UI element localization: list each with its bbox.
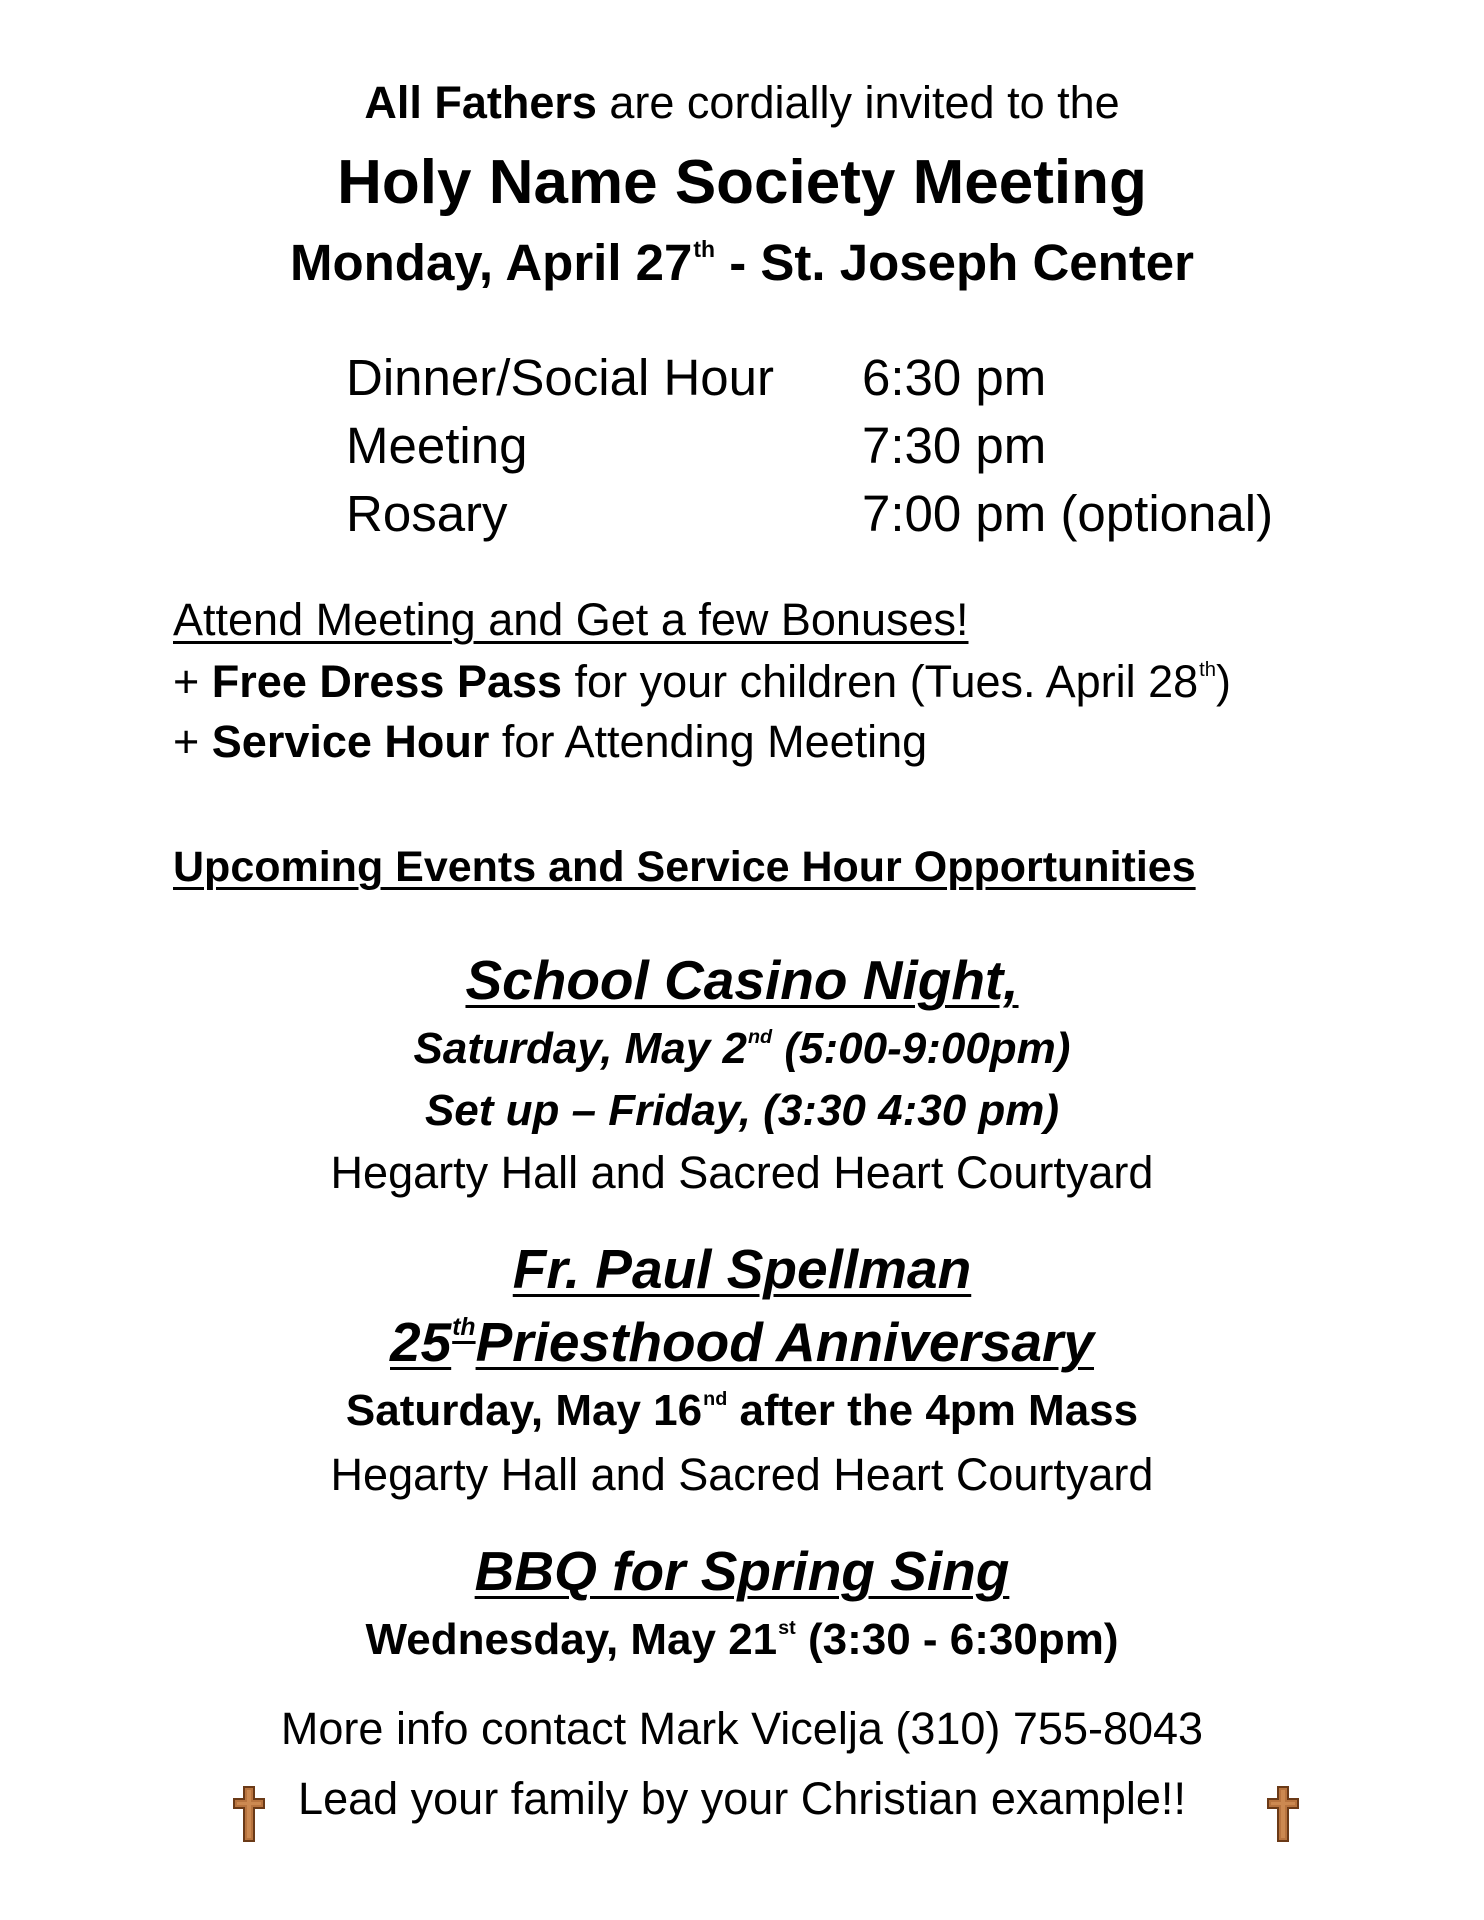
page-title: Holy Name Society Meeting [337,148,1147,217]
date-suffix: th [1199,659,1217,681]
invitation-line [0,77,1484,128]
bonuses-heading: Attend Meeting and Get a few Bonuses! [173,594,969,645]
schedule-row [346,485,1274,542]
event-location: Hegarty Hall and Sacred Heart Courtyard [330,1147,1154,1198]
meeting-location: - St. Joseph Center [715,234,1194,291]
event-date-main: Saturday, May 16 [345,1386,703,1435]
invitation-text: are cordially invited to the [596,77,1120,128]
event-location: Hegarty Hall and Sacred Heart Courtyard [330,1449,1154,1500]
event-setup: Set up – Friday, (3:30 4:30 pm) [424,1086,1060,1135]
event-title: Fr. Paul Spellman [512,1238,972,1300]
date-suffix: th [693,236,716,263]
bonus-detail: for your children (Tues. April 28 [562,656,1199,707]
slogan: Lead your family by your Christian example!! [298,1773,1186,1824]
schedule-label: Dinner/Social Hour [346,349,775,406]
event-time: (3:30 - 6:30pm) [795,1615,1119,1664]
bonus-tail: ) [1216,656,1232,707]
cross-icon [232,1785,266,1843]
event-date [0,1386,1484,1435]
schedule-time: 7:00 pm (optional) [862,485,1274,542]
anniversary-number: 25 [390,1311,452,1373]
schedule-label: Meeting [346,417,528,474]
schedule-time: 7:30 pm [862,417,1047,474]
bonus-detail: for Attending Meeting [489,716,928,767]
event-date-main: Wednesday, May 21 [365,1615,778,1664]
schedule-row [346,349,1047,406]
upcoming-heading: Upcoming Events and Service Hour Opportunities [173,843,1196,891]
event-title: BBQ for Spring Sing [474,1540,1010,1602]
event-title: School Casino Night, [465,949,1019,1011]
bonus-prefix: + [173,716,212,767]
schedule-row [346,417,1047,474]
ordinal-suffix: th [452,1314,476,1342]
bonus-item [173,656,1232,707]
bonus-item [173,716,928,767]
meeting-date: Monday, April 27 [290,234,693,291]
event-date [0,1024,1484,1073]
date-suffix: nd [703,1387,728,1410]
event-time: after the 4pm Mass [727,1386,1139,1435]
event-time: (5:00-9:00pm) [772,1024,1071,1073]
schedule-label: Rosary [346,485,508,542]
date-suffix: nd [747,1025,773,1048]
anniversary-label: Priesthood Anniversary [475,1311,1094,1373]
event-title-2 [0,1311,1484,1373]
contact-info: More info contact Mark Vicelja (310) 755-8043 [280,1703,1204,1754]
date-suffix: st [778,1616,796,1639]
cross-icon [1266,1785,1300,1843]
bonus-title: Free Dress Pass [211,656,563,707]
invitation-audience: All Fathers [364,77,597,128]
bonus-prefix: + [173,656,212,707]
meeting-date-location [0,234,1484,291]
event-date [0,1615,1484,1664]
event-date-main: Saturday, May 2 [413,1024,747,1073]
bonus-title: Service Hour [211,716,490,767]
schedule-time: 6:30 pm [862,349,1047,406]
